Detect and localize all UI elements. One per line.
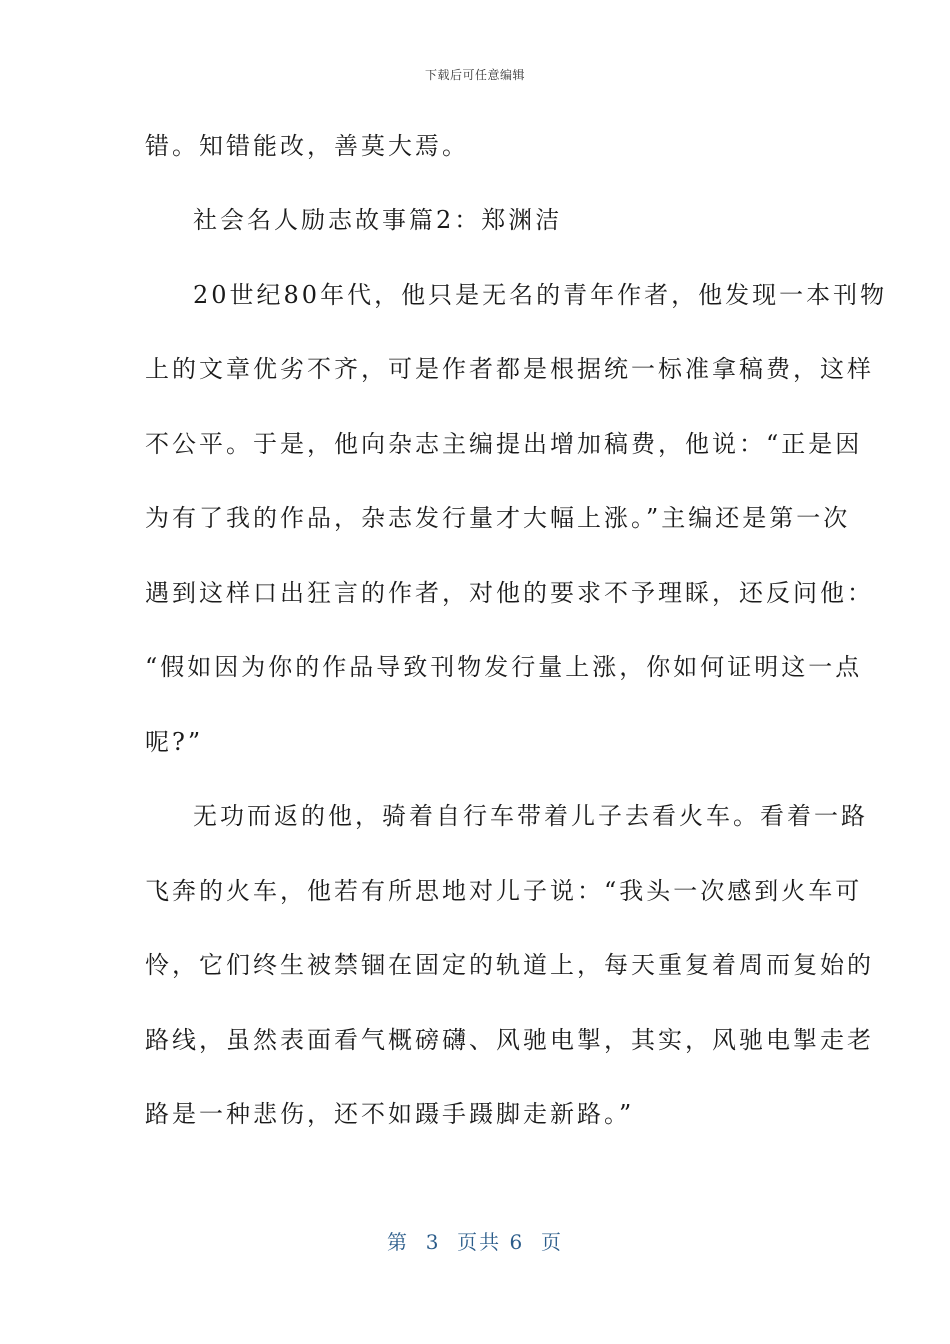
text-line: 路线，虽然表面看气概磅礴、风驰电掣，其实，风驰电掣走老 [145,1026,874,1054]
text-line: “假如因为你的作品导致刊物发行量上涨，你如何证明这一点 [145,653,863,681]
text-line: 不公平。于是，他向杂志主编提出增加稿费，他说：“正是因 [145,430,863,458]
text-line: 错。知错能改，善莫大焉。 [145,132,469,160]
text-line: 路是一种悲伤，还不如蹑手蹑脚走新路。” [145,1100,635,1128]
text-line: 无功而返的他，骑着自行车带着儿子去看火车。看着一路 [193,802,868,830]
page-header: 下载后可任意编辑 [424,68,525,82]
text-line: 20世纪80年代，他只是无名的青年作者，他发现一本刊物 [193,281,888,309]
section-heading: 社会名人励志故事篇2：郑渊洁 [193,206,563,234]
page-number-footer: 第 3 页共 6 页 [387,1230,563,1254]
text-line: 怜，它们终生被禁锢在固定的轨道上，每天重复着周而复始的 [145,951,874,979]
text-line: 呢?” [145,728,204,756]
text-line: 为有了我的作品，杂志发行量才大幅上涨。”主编还是第一次 [145,504,851,532]
text-line: 上的文章优劣不齐，可是作者都是根据统一标准拿稿费，这样 [145,355,874,383]
text-line: 遇到这样口出狂言的作者，对他的要求不予理睬，还反问他： [145,579,874,607]
text-line: 飞奔的火车，他若有所思地对儿子说：“我头一次感到火车可 [145,877,863,905]
